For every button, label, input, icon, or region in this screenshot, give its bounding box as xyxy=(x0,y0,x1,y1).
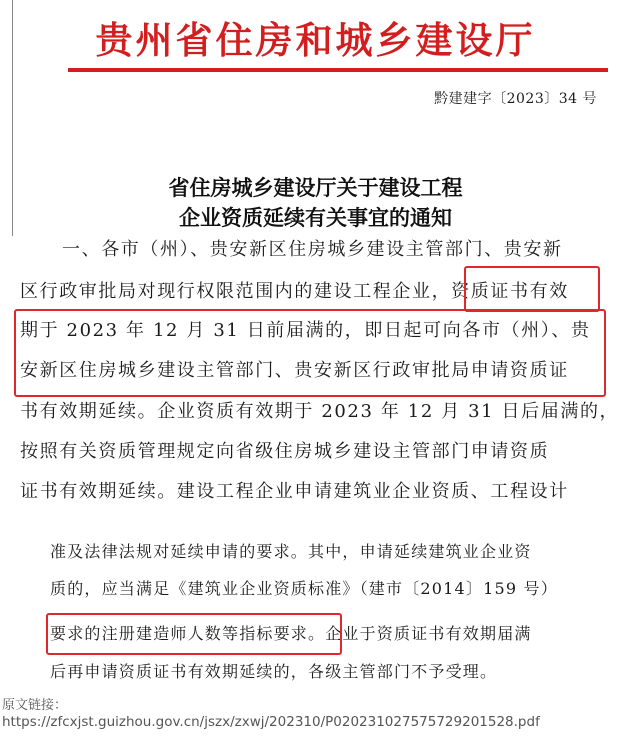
document-number: 黔建建字〔2023〕34 号 xyxy=(434,91,597,107)
body-line-11: 后再申请资质证书有效期延续的，各级主管部门不予受理。 xyxy=(50,662,498,681)
body-line-5: 书有效期延续。企业资质有效期于 2023 年 12 月 31 日后届满的， xyxy=(20,401,620,422)
notice-title-line-1: 省住房城乡建设厅关于建设工程 xyxy=(168,175,463,200)
notice-title-line-2: 企业资质延续有关事宜的通知 xyxy=(179,205,452,230)
agency-letterhead: 贵州省住房和城乡建设厅 xyxy=(95,18,536,62)
body-line-8: 准及法律法规对延续申请的要求。其中，申请延续建筑业企业资 xyxy=(50,542,532,561)
body-line-6: 按照有关资质管理规定向省级住房城乡建设主管部门申请资质 xyxy=(20,441,550,462)
body-line-3: 期于 2023 年 12 月 31 日前届满的，即日起可向各市（州）、贵 xyxy=(20,320,591,341)
source-label: 原文链接： xyxy=(2,698,68,713)
body-line-1: 一、各市（州）、贵安新区住房城乡建设主管部门、贵安新 xyxy=(62,239,563,260)
highlight-box-staff-requirement xyxy=(46,613,342,655)
body-line-9: 质的，应当满足《建筑业企业资质标准》（建市〔2014〕159 号） xyxy=(50,579,558,598)
highlight-box-validity-start xyxy=(464,266,600,312)
body-line-2: 区行政审批局对现行权限范围内的建设工程企业，资质证书有效 xyxy=(20,281,569,302)
source-link[interactable]: https://zfcxjst.guizhou.gov.cn/jszx/zxwj/202310/P020231027575729201528.pdf xyxy=(2,714,540,730)
letterhead-red-rule xyxy=(68,68,608,72)
body-line-10: 要求的注册建造师人数等指标要求。企业于资质证书有效期届满 xyxy=(50,624,532,643)
body-line-4: 安新区住房城乡建设主管部门、贵安新区行政审批局申请资质证 xyxy=(20,360,569,381)
body-line-7: 证书有效期延续。建设工程企业申请建筑业企业资质、工程设计 xyxy=(20,481,569,502)
highlight-box-validity-range xyxy=(14,309,606,397)
